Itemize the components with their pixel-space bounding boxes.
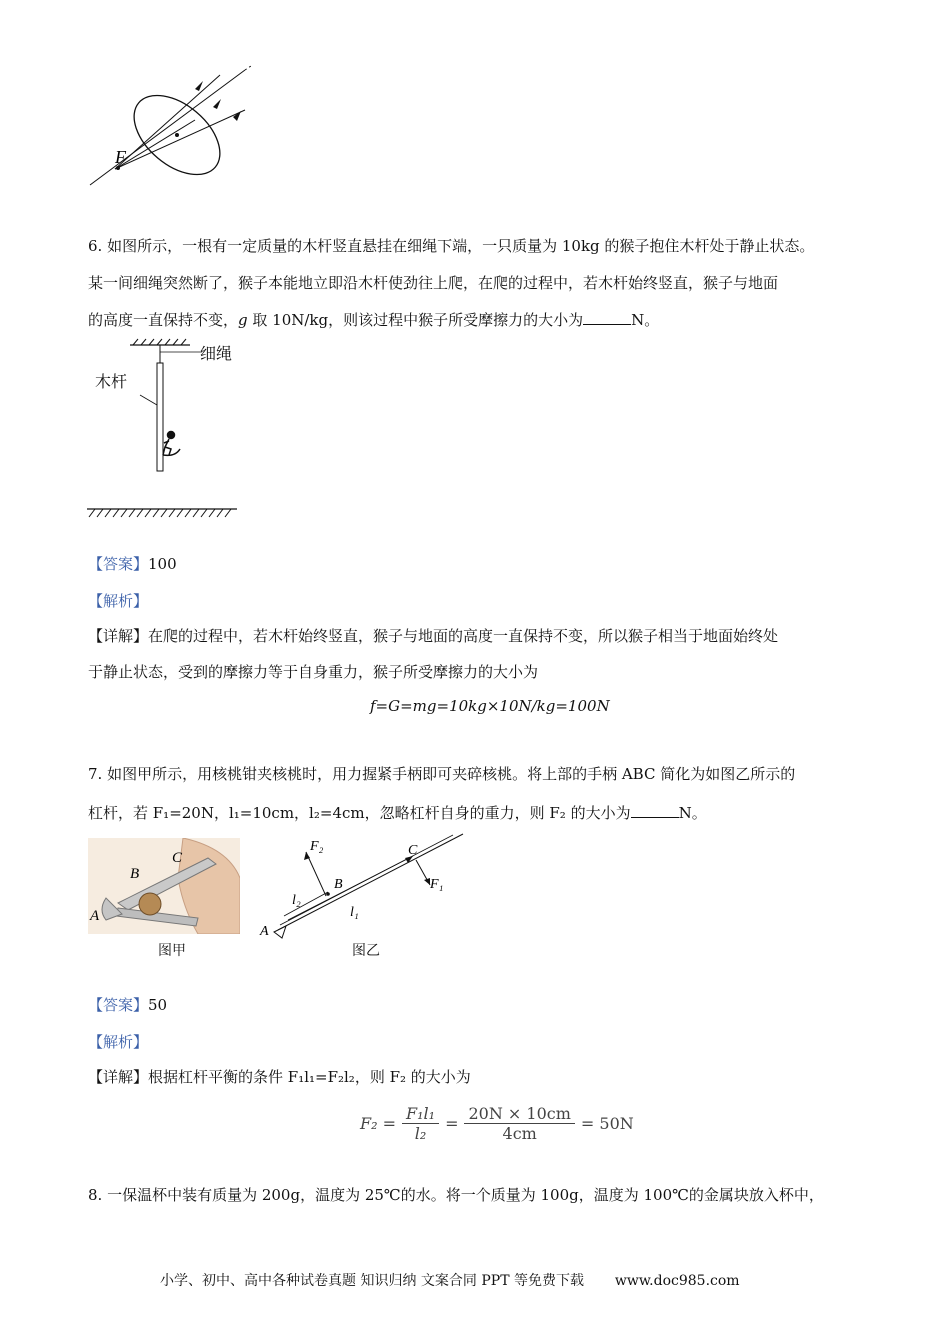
lever-label-C: C xyxy=(408,843,418,858)
q6-analysis-tag: 【解析】 xyxy=(88,592,149,610)
q7-line1: 7. 如图甲所示，用核桃钳夹核桃时，用力握紧手柄即可夹碎核桃。将上部的手柄 ABC 简化为如图乙所示的 xyxy=(88,765,796,783)
lens-rays-figure xyxy=(85,65,275,190)
q7-analysis-tag: 【解析】 xyxy=(88,1033,149,1051)
nutcracker-photo xyxy=(88,838,240,934)
lever-label-A: A xyxy=(260,924,269,939)
q6-detail1: 【详解】在爬的过程中，若木杆始终竖直，猴子与地面的高度一直保持不变，所以猴子相当于地面始终处 xyxy=(88,627,779,645)
focus-label: F xyxy=(115,147,126,167)
footer-text: 小学、初中、高中各种试卷真题 知识归纳 文案合同 PPT 等免费下载 xyxy=(160,1273,584,1289)
photo-label-A: A xyxy=(90,908,100,924)
wooden-pole xyxy=(157,363,163,471)
lever-diagram xyxy=(258,830,468,945)
photo-label-C: C xyxy=(172,850,183,866)
lever-label-F2: F₂ xyxy=(310,839,324,854)
lever-label-B: B xyxy=(334,877,343,892)
q6-detail2: 于静止状态，受到的摩擦力等于自身重力，猴子所受摩擦力的大小为 xyxy=(88,663,539,681)
q6-answer: 【答案】100 xyxy=(88,555,177,573)
q7-detail1: 【详解】根据杠杆平衡的条件 F₁l₁=F₂l₂，则 F₂ 的大小为 xyxy=(88,1068,471,1086)
answer-blank xyxy=(583,310,631,325)
q7-line2: 杠杆，若 F₁=20N，l₁=10cm，l₂=4cm，忽略杠杆自身的重力，则 F₂ 的大小为 N。 xyxy=(88,804,707,822)
caption-a: 图甲 xyxy=(158,943,186,959)
rope-label: 细绳 xyxy=(200,344,233,363)
pole-label: 木杆 xyxy=(95,372,128,391)
lever-label-l2: l₂ xyxy=(292,893,301,908)
caption-b: 图乙 xyxy=(352,943,380,959)
monkey-icon xyxy=(163,432,180,456)
fraction-2: 20N × 10cm 4cm xyxy=(464,1104,574,1143)
q7-formula: F₂ = F₁l₁ l₂ = 20N × 10cm 4cm = 50N xyxy=(360,1103,634,1143)
q6-formula: f=G=mg=10kg×10N/kg=100N xyxy=(370,697,610,715)
answer-blank xyxy=(631,803,679,818)
photo-label-B: B xyxy=(130,866,140,882)
q8-line1: 8. 一保温杯中装有质量为 200g，温度为 25℃的水。将一个质量为 100g，温度为 100℃的金属块放入杯中， xyxy=(88,1186,824,1204)
q6-line1: 6. 如图所示，一根有一定质量的木杆竖直悬挂在细绳下端，一只质量为 10kg 的猴子抱住木杆处于静止状态。 xyxy=(88,237,815,255)
q6-line2: 某一间细绳突然断了，猴子本能地立即沿木杆使劲往上爬，在爬的过程中，若木杆始终竖直，猴子与地面 xyxy=(88,274,779,292)
fraction-1: F₁l₁ l₂ xyxy=(402,1104,439,1143)
lever-label-F1: F₁ xyxy=(430,877,444,892)
footer xyxy=(160,1270,740,1290)
q6-line3: 的高度一直保持不变，g 取 10N/kg，则该过程中猴子所受摩擦力的大小为 N。 xyxy=(88,311,660,329)
fulcrum-icon xyxy=(274,926,286,938)
footer-site-link[interactable]: www.doc985.com xyxy=(614,1273,740,1289)
lever-label-l1: l₁ xyxy=(350,905,359,920)
q7-answer: 【答案】50 xyxy=(88,996,168,1014)
